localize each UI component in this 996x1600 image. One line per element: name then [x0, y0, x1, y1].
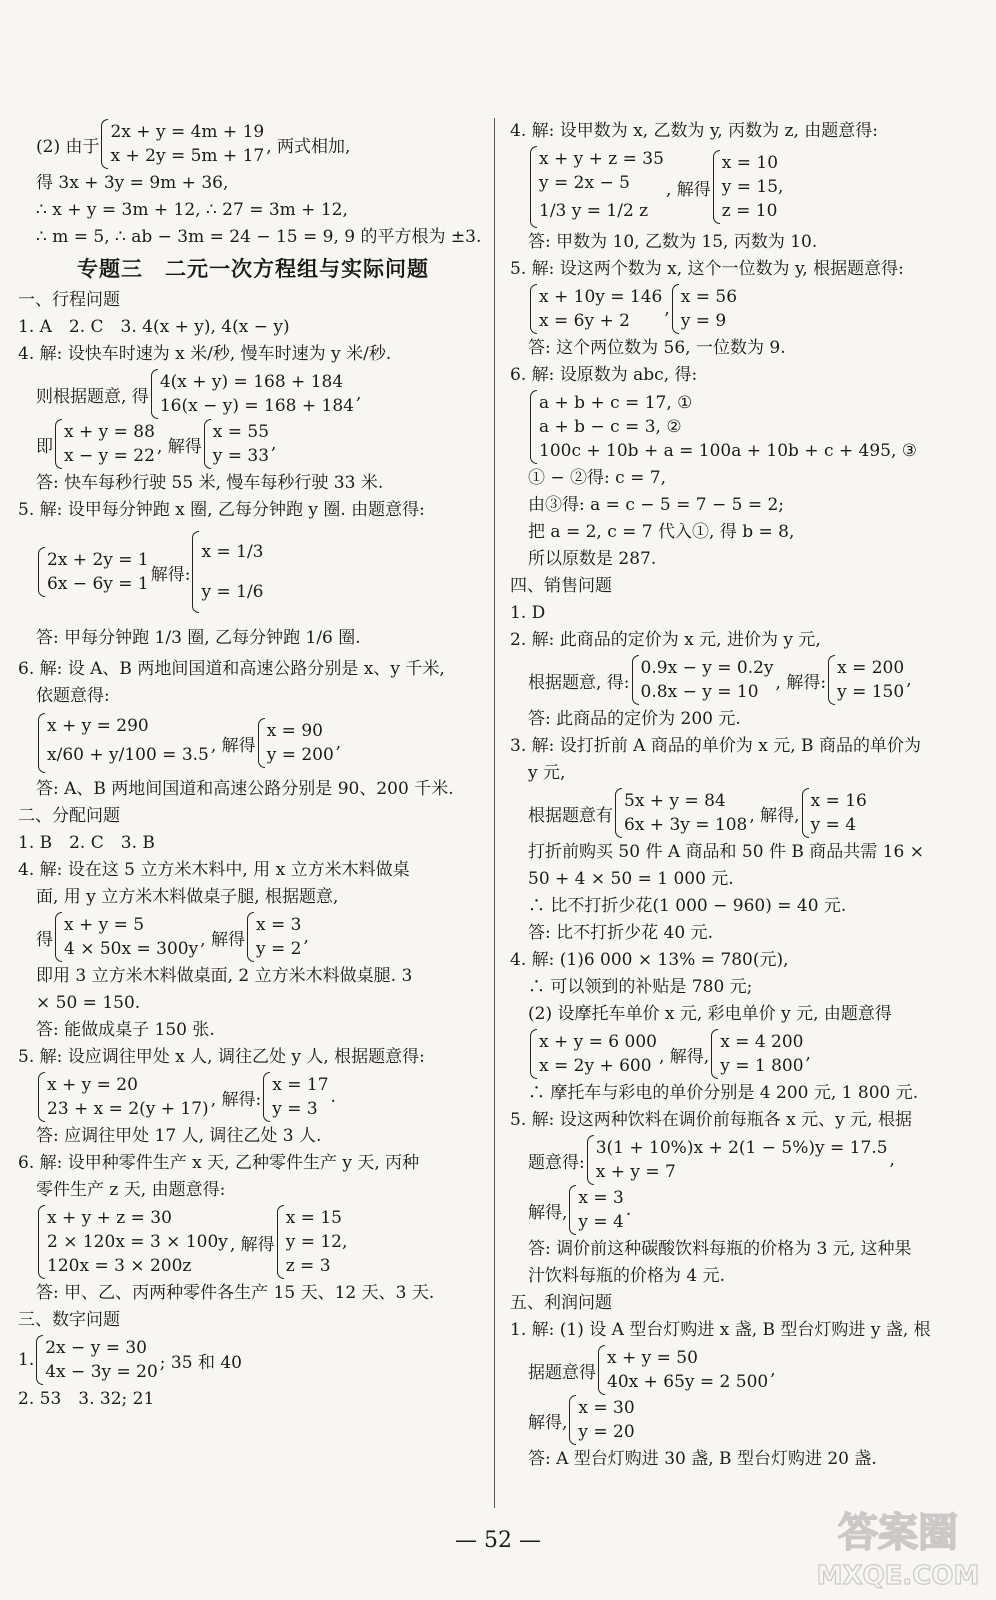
equation: y = 33: [212, 446, 270, 466]
answer-line: 答: 能做成桌子 150 张.: [36, 1020, 215, 1040]
text: ,: [271, 434, 277, 454]
brace-system: [258, 719, 334, 767]
answer-line: 答: 比不打折少花 40 元.: [528, 923, 713, 943]
brace: [530, 1030, 539, 1078]
equation: 0.9x − y = 0.2y: [640, 658, 774, 678]
text: 题意得:: [528, 1152, 585, 1173]
text-line: 4. 解: 设在这 5 立方米木料中, 用 x 立方米木料做桌: [18, 860, 410, 880]
brace: [36, 1336, 45, 1384]
text-line: 2. 53 3. 32; 21: [18, 1389, 155, 1409]
answer-line: 答: A、B 两地间国道和高速公路分别是 90、200 千米.: [36, 779, 454, 799]
equation: x = 200: [837, 658, 905, 678]
equation: y = 2: [256, 939, 302, 959]
brace-system: [55, 420, 155, 468]
brace-system: [615, 789, 747, 837]
equation-system: [18, 913, 488, 961]
text-line: 即用 3 立方米木料做桌面, 2 立方米木料做桌腿. 3: [36, 966, 413, 986]
equation: 2 × 120x = 3 × 100y: [47, 1232, 228, 1252]
text: , 解得: [156, 436, 202, 457]
equation-system: [510, 285, 980, 333]
text-line: 2. 解: 此商品的定价为 x 元, 进价为 y 元,: [510, 630, 821, 650]
text: 据题意得: [528, 1362, 596, 1383]
text-line: 5. 解: 设这两种饮料在调价前每瓶各 x 元、y 元, 根据: [510, 1110, 912, 1130]
text-line: 5. 解: 设应调往甲处 x 人, 调往乙处 y 人, 根据题意得:: [18, 1047, 425, 1067]
text: (2) 由于: [36, 136, 100, 157]
equation: 3(1 + 10%)x + 2(1 − 5%)y = 17.5: [595, 1138, 888, 1158]
equation: x = 10: [721, 153, 779, 173]
text-line: (2) 设摩托车单价 x 元, 彩电单价 y 元, 由题意得: [528, 1004, 892, 1024]
equation: 2x + y = 4m + 19: [110, 122, 265, 142]
text: , 解得: [210, 735, 256, 756]
equation-system: [18, 1073, 488, 1121]
text: , 两式相加,: [266, 136, 351, 157]
answer-line: 答: 此商品的定价为 200 元.: [528, 709, 741, 729]
text-line: 零件生产 z 天, 由题意得:: [36, 1180, 226, 1200]
equation-system: [510, 1396, 980, 1444]
brace: [711, 1030, 720, 1078]
answer-line: 答: 应调往甲处 17 人, 调往乙处 3 人.: [36, 1126, 322, 1146]
text: , 解得,: [749, 805, 800, 826]
equation-system: [510, 1346, 980, 1394]
equation-system: [510, 391, 980, 463]
text-line: 6. 解: 设甲种零件生产 x 天, 乙种零件生产 y 天, 丙种: [18, 1153, 420, 1173]
equation: x = 3: [578, 1188, 624, 1208]
equation: z = 3: [285, 1256, 331, 1276]
equation: x − y = 22: [64, 446, 155, 466]
equation: 0.8x − y = 10: [640, 682, 759, 702]
brace-system: [802, 789, 867, 837]
text-line: 4. 解: 设甲数为 x, 乙数为 y, 丙数为 z, 由题意得:: [510, 121, 879, 141]
text-line: 所以原数是 287.: [528, 549, 657, 569]
text: ,: [664, 299, 670, 319]
text: ,: [770, 1360, 776, 1380]
text: , 解得: [229, 1234, 275, 1255]
brace: [38, 1206, 47, 1278]
equation: 4 × 50x = 300y: [64, 939, 199, 959]
equation: a + b − c = 3, ②: [539, 417, 682, 437]
brace-system: [828, 656, 904, 704]
text: , 解得: [665, 179, 711, 200]
text-line: × 50 = 150.: [36, 993, 141, 1013]
equation: 4x − 3y = 20: [45, 1362, 158, 1382]
brace: [530, 391, 539, 463]
watermark-logo: [808, 1500, 988, 1592]
equation: y = 150: [837, 682, 905, 702]
text: 根据题意有: [528, 805, 613, 826]
equation: x = 55: [212, 422, 270, 442]
left-column: [18, 118, 488, 1413]
equation: x + y = 7: [595, 1162, 676, 1182]
equation: x + y + z = 30: [47, 1208, 172, 1228]
text: .: [625, 1200, 632, 1220]
equation: 6x − 6y = 1: [47, 574, 149, 594]
equation: x = 4 200: [720, 1032, 804, 1052]
equation: 6x + 3y = 108: [624, 815, 748, 835]
text-line: 5. 解: 设甲每分钟跑 x 圈, 乙每分钟跑 y 圈. 由题意得:: [18, 500, 425, 520]
brace-system: [36, 1336, 158, 1384]
equation-system: [510, 147, 980, 227]
brace-system: [247, 913, 301, 961]
brace-system: [569, 1186, 623, 1234]
subsection-title: 一、行程问题: [18, 290, 120, 310]
brace: [530, 285, 539, 333]
text: ,: [805, 1044, 811, 1064]
brace-system: [711, 1030, 803, 1078]
brace: [38, 714, 47, 772]
right-column: [510, 118, 980, 1473]
equation: x + y = 6 000: [539, 1032, 657, 1052]
text: 则根据题意, 得: [36, 386, 149, 407]
subsection-title: 三、数字问题: [18, 1310, 120, 1330]
answer-line: 答: 调价前这种碳酸饮料每瓶的价格为 3 元, 这种果: [528, 1239, 912, 1259]
equation-system: [510, 1136, 980, 1184]
brace: [587, 1136, 596, 1184]
equation: 4(x + y) = 168 + 184: [159, 372, 344, 392]
text: 解得,: [528, 1412, 568, 1433]
equation: x = 1/3: [201, 542, 264, 562]
subsection-title: 五、利润问题: [510, 1293, 612, 1313]
equation-system: [510, 656, 980, 704]
equation: y = 12,: [285, 1232, 348, 1252]
text-line: 4. 解: 设快车时速为 x 米/秒, 慢车时速为 y 米/秒.: [18, 344, 392, 364]
watermark-url: MXQE.COM: [816, 1561, 980, 1591]
equation: 16(x − y) = 168 + 184: [159, 396, 354, 416]
text-line: ∴ m = 5, ∴ ab − 3m = 24 − 15 = 9, 9 的平方根为 ±3.: [36, 227, 482, 247]
text: , 解得,: [658, 1046, 710, 1067]
text-line: 1. 解: (1) 设 A 型台灯购进 x 盏, B 型台灯购进 y 盏, 根: [510, 1320, 931, 1340]
equation-system: [18, 532, 488, 612]
brace-system: [204, 420, 269, 468]
equation: y = 1 800: [720, 1056, 804, 1076]
text-line: 1. A 2. C 3. 4(x + y), 4(x − y): [18, 317, 290, 337]
equation: a + b + c = 17, ①: [539, 393, 693, 413]
equation-system: [18, 1336, 488, 1384]
watermark-text: 答案圈: [838, 1510, 958, 1556]
equation: y = 200: [266, 745, 334, 765]
text: , 解得:: [210, 1089, 262, 1110]
brace-system: [151, 370, 354, 418]
text-line: 依题意得:: [36, 686, 110, 706]
brace-system: [672, 285, 737, 333]
equation: x = 56: [680, 287, 738, 307]
equation: 23 + x = 2(y + 17): [47, 1099, 209, 1119]
answer-line: 答: 快车每秒行驶 55 米, 慢车每秒行驶 33 米.: [36, 473, 384, 493]
brace-system: [569, 1396, 634, 1444]
text: , 解得: [200, 929, 246, 950]
equation: 1/3 y = 1/2 z: [539, 201, 649, 221]
text-line: 面, 用 y 立方米木料做桌子腿, 根据题意,: [36, 887, 339, 907]
brace-system: [632, 656, 774, 704]
equation: y = 4: [578, 1212, 624, 1232]
equation: x = 3: [256, 915, 302, 935]
brace-system: [192, 532, 263, 612]
brace: [713, 151, 722, 223]
text: ,: [889, 1150, 895, 1170]
equation-system: [18, 370, 488, 418]
text: ,: [355, 384, 362, 404]
text: ,: [335, 733, 342, 753]
equation: y = 1/6: [201, 582, 264, 602]
brace: [55, 913, 64, 961]
brace: [598, 1346, 607, 1394]
equation: 2x + 2y = 1: [47, 550, 149, 570]
equation: x = 6y + 2: [539, 311, 630, 331]
subsection-title: 四、销售问题: [510, 576, 612, 596]
brace-system: [38, 548, 149, 596]
page-number: — 52 —: [455, 1528, 541, 1553]
answer-line: 答: 甲每分钟跑 1/3 圈, 乙每分钟跑 1/6 圈.: [36, 628, 361, 648]
brace-system: [598, 1346, 768, 1394]
brace: [615, 789, 624, 837]
equation: x = 15: [285, 1208, 342, 1228]
brace: [530, 147, 539, 227]
text: 解得:: [150, 564, 191, 585]
brace: [151, 370, 160, 418]
brace-system: [530, 147, 664, 227]
text-line: ① − ②得: c = 7,: [528, 468, 666, 488]
equation-system: [510, 1030, 980, 1078]
equation: x + y = 20: [47, 1075, 138, 1095]
brace-system: [38, 1206, 228, 1278]
equation: x + y = 88: [64, 422, 155, 442]
equation: x = 30: [578, 1398, 635, 1418]
brace: [101, 120, 110, 168]
answer-line: 答: A 型台灯购进 30 盏, B 型台灯购进 20 盏.: [528, 1449, 877, 1469]
brace: [672, 285, 681, 333]
equation: 2x − y = 30: [45, 1338, 147, 1358]
text-line: 6. 解: 设 A、B 两地间国道和高速公路分别是 x、y 千米,: [18, 659, 445, 679]
brace-system: [713, 151, 784, 223]
equation: y = 2x − 5: [539, 173, 630, 193]
equation: x + y + z = 35: [539, 149, 664, 169]
equation: y = 15,: [721, 177, 784, 197]
equation-system: [18, 1206, 488, 1278]
brace-system: [38, 1073, 209, 1121]
text: 得: [36, 929, 53, 950]
equation-system: [18, 714, 488, 772]
text-line: 4. 解: (1)6 000 × 13% = 780(元),: [510, 950, 789, 970]
equation: x + y = 290: [47, 716, 149, 736]
text: 根据题意, 得:: [528, 672, 630, 693]
brace: [263, 1073, 272, 1121]
text-line: y 元,: [528, 763, 566, 783]
brace: [258, 719, 267, 767]
brace: [802, 789, 811, 837]
brace: [204, 420, 213, 468]
brace-system: [55, 913, 198, 961]
text: , 解得:: [775, 672, 827, 693]
subsection-title: 二、分配问题: [18, 806, 120, 826]
text-line: 1. B 2. C 3. B: [18, 833, 155, 853]
equation: 5x + y = 84: [624, 791, 726, 811]
text: .: [330, 1087, 336, 1107]
text-line: 50 + 4 × 50 = 1 000 元.: [528, 869, 734, 889]
brace: [247, 913, 256, 961]
equation-system: [510, 789, 980, 837]
brace-system: [101, 120, 264, 168]
text-line: 得 3x + 3y = 9m + 36,: [36, 173, 229, 193]
equation: y = 9: [680, 311, 727, 331]
brace-system: [263, 1073, 328, 1121]
section-heading: 专题三 二元一次方程组与实际问题: [77, 257, 429, 281]
text-line: 由③得: a = c − 5 = 7 − 5 = 2;: [528, 495, 785, 515]
brace-system: [530, 391, 917, 463]
brace: [632, 656, 641, 704]
text: 解得,: [528, 1202, 568, 1223]
equation-system: [510, 1186, 980, 1234]
brace-system: [530, 1030, 657, 1078]
text: ,: [303, 927, 309, 947]
brace-system: [277, 1206, 348, 1278]
brace-system: [530, 285, 662, 333]
text: 即: [36, 436, 53, 457]
text-line: 1. D: [510, 603, 546, 623]
equation: x/60 + y/100 = 3.5: [47, 745, 209, 765]
equation: x = 17: [272, 1075, 329, 1095]
brace: [38, 1073, 47, 1121]
equation: x = 2y + 600: [539, 1056, 652, 1076]
answer-line: 答: 甲数为 10, 乙数为 15, 丙数为 10.: [528, 232, 818, 252]
text-line: 打折前购买 50 件 A 商品和 50 件 B 商品共需 16 ×: [528, 842, 924, 862]
text: ,: [906, 670, 912, 690]
equation: 40x + 65y = 2 500: [607, 1372, 769, 1392]
equation: x + 2y = 5m + 17: [110, 146, 265, 166]
text-line: 6. 解: 设原数为 abc, 得:: [510, 365, 698, 385]
equation: z = 10: [721, 201, 778, 221]
text-line: ∴ 比不打折少花(1 000 − 960) = 40 元.: [528, 896, 847, 916]
equation: y = 20: [578, 1422, 635, 1442]
text-line: ∴ 摩托车与彩电的单价分别是 4 200 元, 1 800 元.: [528, 1083, 919, 1103]
equation: y = 3: [272, 1099, 318, 1119]
equation-system: [18, 120, 488, 168]
equation: x = 90: [266, 721, 323, 741]
brace: [277, 1206, 286, 1278]
text: ; 35 和 40: [159, 1352, 242, 1373]
text-line: 把 a = 2, c = 7 代入①, 得 b = 8,: [528, 522, 795, 542]
column-divider: [494, 118, 495, 1508]
text-line: ∴ x + y = 3m + 12, ∴ 27 = 3m + 12,: [36, 200, 348, 220]
equation: x = 16: [810, 791, 867, 811]
equation: x + 10y = 146: [539, 287, 663, 307]
equation-system: [18, 420, 488, 468]
brace: [55, 420, 64, 468]
equation: x + y = 5: [64, 915, 145, 935]
text-line: 5. 解: 设这两个数为 x, 这个一位数为 y, 根据题意得:: [510, 259, 904, 279]
equation: y = 4: [810, 815, 857, 835]
answer-line: 汁饮料每瓶的价格为 4 元.: [528, 1266, 726, 1286]
text-line: ∴ 可以领到的补贴是 780 元;: [528, 977, 753, 997]
equation: 120x = 3 × 200z: [47, 1256, 192, 1276]
equation: x + y = 50: [607, 1348, 698, 1368]
brace: [38, 548, 47, 596]
answer-line: 答: 甲、乙、丙两种零件各生产 15 天、12 天、3 天.: [36, 1283, 435, 1303]
brace-system: [587, 1136, 888, 1184]
equation: 100c + 10b + a = 100a + 10b + c + 495, ③: [539, 441, 918, 461]
brace: [828, 656, 837, 704]
answer-line: 答: 这个两位数为 56, 一位数为 9.: [528, 338, 786, 358]
text-line: 3. 解: 设打折前 A 商品的单价为 x 元, B 商品的单价为: [510, 736, 921, 756]
brace-system: [38, 714, 209, 772]
text: 1.: [18, 1350, 35, 1370]
